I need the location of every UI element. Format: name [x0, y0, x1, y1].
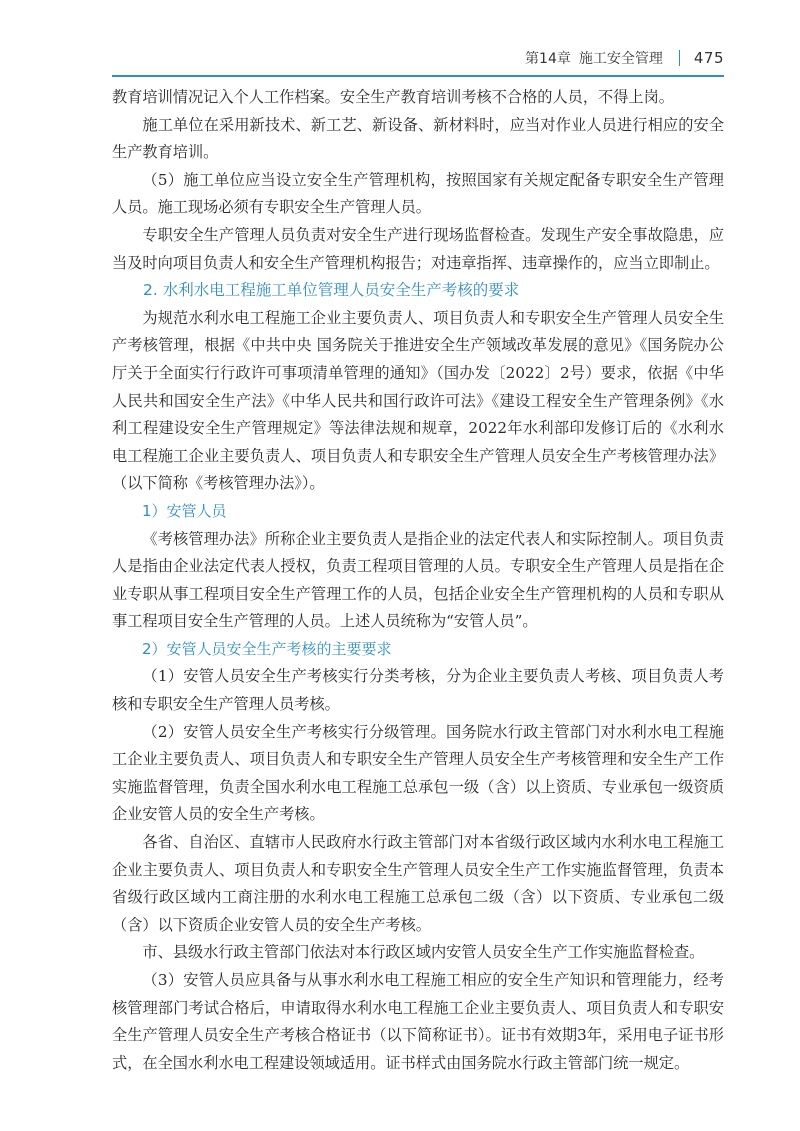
header-rule	[112, 75, 724, 77]
paragraph: 为规范水利水电工程施工企业主要负责人、项目负责人和专职安全生产管理人员安全生产考核管理，根据《中共中央 国务院关于推进安全生产领域改革发展的意见》《国务院办公厅关于全面实行行政许可事项清单管理的通知》（国办发〔2022〕2号）要求，依据《中华人民共和国安全生产法》《中华人民共和国行政许可法》《建设工程安全生产管理条例》《水利工程建设安全生产管理规定》等法律法规和规章，2022年水利部印发修订后的《水利水电工程施工企业主要负责人、项目负责人和专职安全生产管理人员安全生产考核管理办法》（以下简称《考核管理办法》）。	[112, 308, 724, 493]
page-number: 475	[693, 49, 724, 67]
paragraph: 施工单位在采用新技术、新工艺、新设备、新材料时，应当对作业人员进行相应的安全生产教育培训。	[112, 115, 724, 162]
chapter-title: 施工安全管理	[578, 51, 663, 67]
running-header	[112, 44, 724, 72]
paragraph: 教育培训情况记入个人工作档案。安全生产教育培训考核不合格的人员，不得上岗。	[112, 88, 674, 106]
paragraph: （2）安管人员安全生产考核实行分级管理。国务院水行政主管部门对水利水电工程施工企业主要负责人、项目负责人和专职安全生产管理人员安全生产考核管理和安全生产工作实施监督管理，负责全国水利水电工程施工总承包一级（含）以上资质、专业承包一级资质企业安管人员的安全生产考核。	[112, 722, 724, 824]
chapter-number: 第14章	[525, 51, 571, 67]
paragraph: （1）安管人员安全生产考核实行分类考核，分为企业主要负责人考核、项目负责人考核和专职安全生产管理人员考核。	[112, 667, 724, 714]
subsection-heading: 1）安管人员	[142, 501, 227, 520]
page-body	[112, 84, 724, 1077]
header-divider	[679, 50, 680, 66]
section-heading: 2. 水利水电工程施工单位管理人员安全生产考核的要求	[143, 281, 520, 300]
paragraph: （3）安管人员应具备与从事水利水电工程施工相应的安全生产知识和管理能力，经考核管理部门考试合格后，申请取得水利水电工程施工企业主要负责人、项目负责人和专职安全生产管理人员安全生产考核合格证书（以下简称证书）。证书有效期3年，采用电子证书形式，在全国水利水电工程建设领域适用。证书样式由国务院水行政主管部门统一规定。	[112, 971, 724, 1072]
subsection-heading: 2）安管人员安全生产考核的主要要求	[142, 639, 392, 658]
paragraph: 各省、自治区、直辖市人民政府水行政主管部门对本省级行政区域内水利水电工程施工企业主要负责人、项目负责人和专职安全生产管理人员安全生产工作实施监督管理，负责本省级行政区域内工商注册的水利水电工程施工总承包二级（含）以下资质、专业承包二级（含）以下资质企业安管人员的安全生产考核。	[112, 833, 724, 934]
paragraph: （5）施工单位应当设立安全生产管理机构，按照国家有关规定配备专职安全生产管理人员。施工现场必须有专职安全生产管理人员。	[112, 170, 724, 217]
paragraph: 《考核管理办法》所称企业主要负责人是指企业的法定代表人和实际控制人。项目负责人是指由企业法定代表人授权，负责工程项目管理的人员。专职安全生产管理人员是指在企业专职从事工程项目安全生产管理工作的人员，包括企业安全生产管理机构的人员和专职从事工程项目安全生产管理的人员。上述人员统称为“安管人员”。	[112, 529, 724, 631]
paragraph: 专职安全生产管理人员负责对安全生产进行现场监督检查。发现生产安全事故隐患，应当及时向项目负责人和安全生产管理机构报告；对违章指挥、违章操作的，应当立即制止。	[112, 225, 724, 272]
paragraph: 市、县级水行政主管部门依法对本行政区域内安管人员安全生产工作实施监督检查。	[142, 943, 705, 962]
